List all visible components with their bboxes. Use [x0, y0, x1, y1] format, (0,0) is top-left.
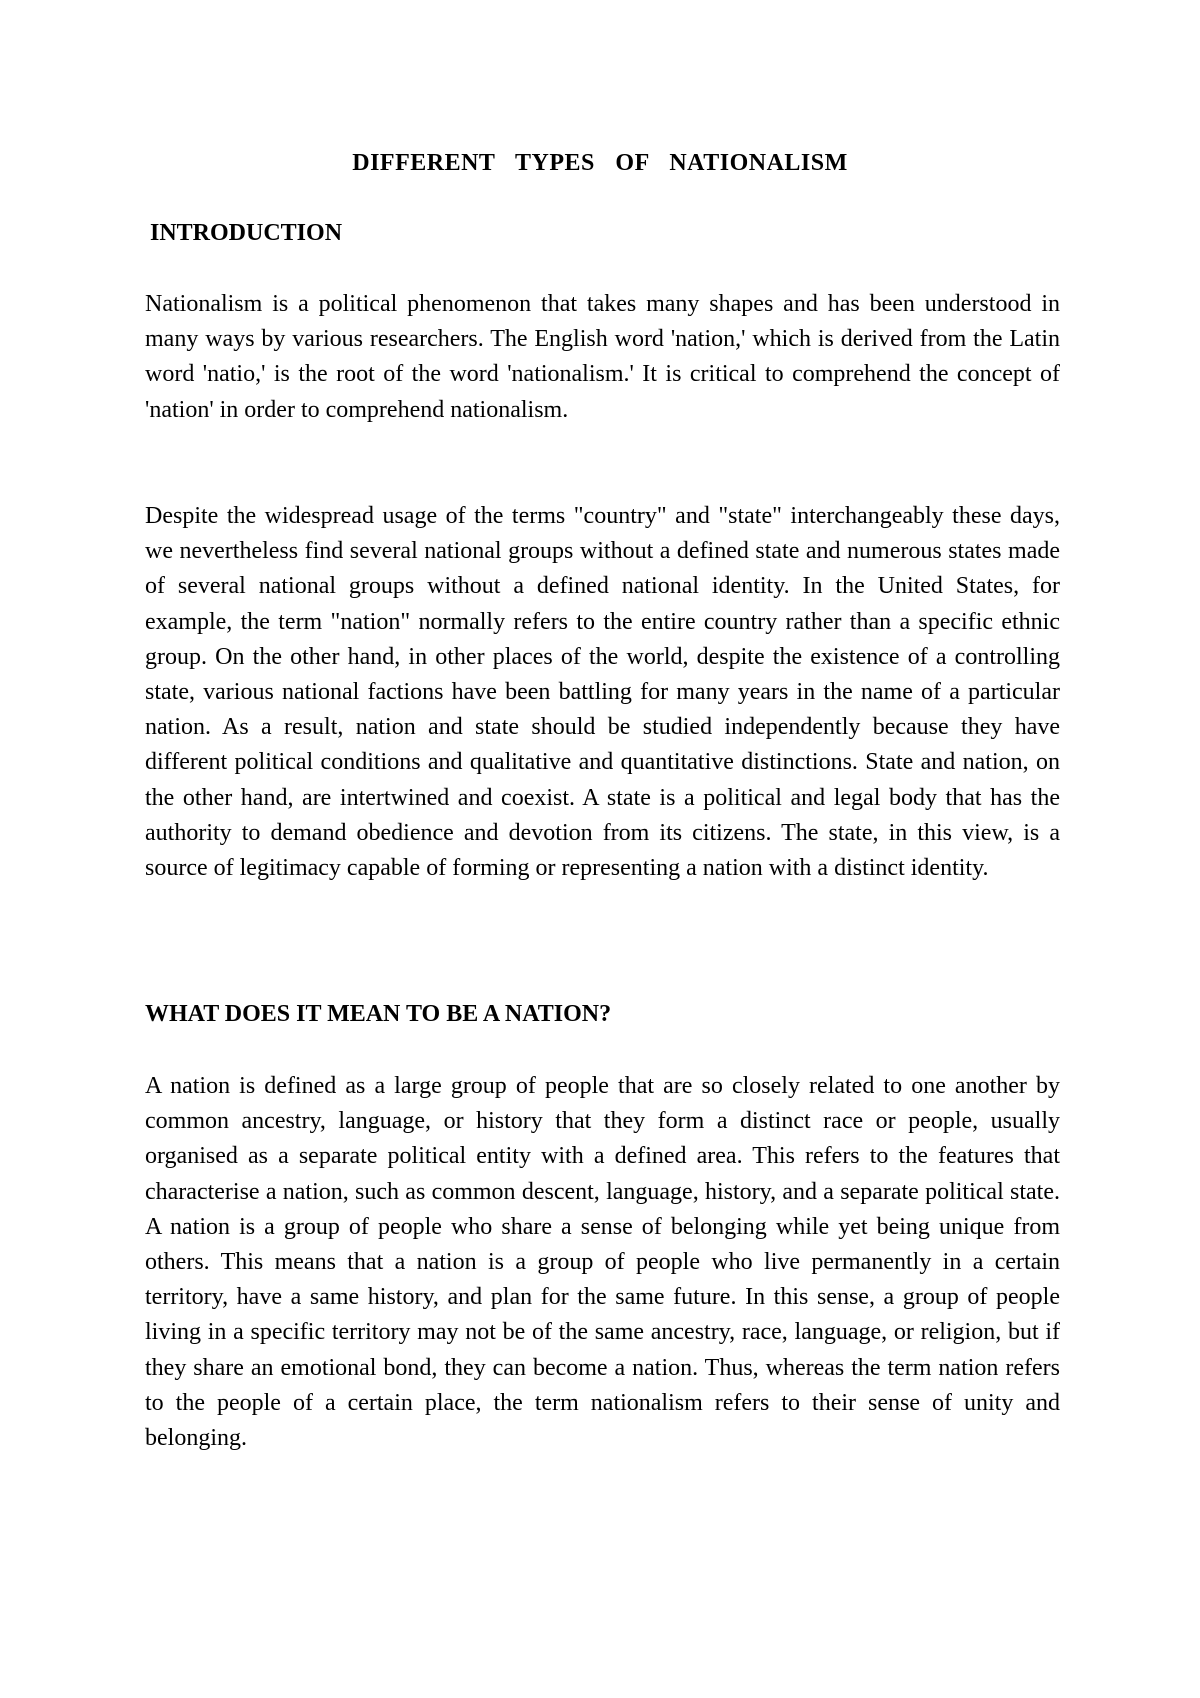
paragraph: A nation is defined as a large group of people that are so closely related to one another by common ancestry, language, or history that they form a distinct race or people, usually organised as a separate political entity with a defined area. This refers to the features that characterise a nation, such as common descent, language, history, and a separate political state. A nation is a group of people who share a sense of belonging while yet being unique from others. This means that a nation is a group of people who live permanently in a certain territory, have a same history, and plan for the same future. In this sense, a group of people living in a specific territory may not be of the same ancestry, race, language, or religion, but if they share an emotional bond, they can become a nation. Thus, whereas the term nation refers to the people of a certain place, the term nationalism refers to their sense of unity and belonging. — [145, 1073, 1060, 1452]
section-heading-introduction: INTRODUCTION — [150, 220, 343, 246]
paragraph: Despite the widespread usage of the terms "country" and "state" interchangeably these days, we nevertheless find several national groups without a defined state and numerous states made of several national groups without a defined national identity. In the United States, for example, the term "nation" normally refers to the entire country rather than a specific ethnic group. On the other hand, in other places of the world, despite the existence of a controlling state, various national factions have been battling for many years in the name of a particular nation. As a result, nation and state should be studied independently because they have different political conditions and qualitative and quantitative distinctions. State and nation, on the other hand, are intertwined and coexist. A state is a political and legal body that has the authority to demand obedience and devotion from its citizens. The state, in this view, is a source of legitimacy capable of forming or representing a nation with a distinct identity. — [145, 503, 1060, 882]
document-title: DIFFERENT TYPES OF NATIONALISM — [352, 150, 848, 176]
paragraph: Nationalism is a political phenomenon that takes many shapes and has been understood in many ways by various researchers. The English word 'nation,' which is derived from the Latin word 'natio,' is the root of the word 'nationalism.' It is critical to comprehend the concept of 'nation' in order to comprehend nationalism. — [145, 291, 1060, 423]
section-heading-nation: WHAT DOES IT MEAN TO BE A NATION? — [145, 1001, 612, 1027]
